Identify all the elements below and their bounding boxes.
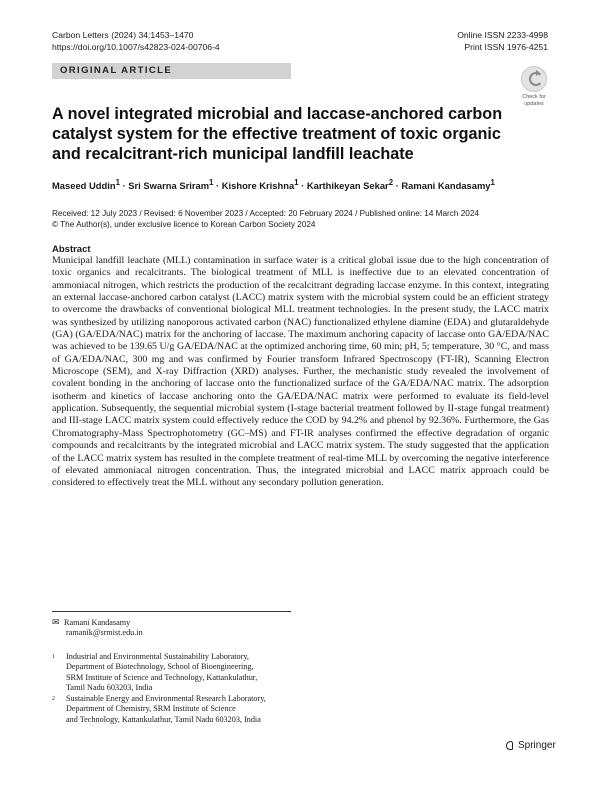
author[interactable]: Maseed Uddin$^1$ [52, 178, 120, 192]
article-type-banner: ORIGINAL ARTICLE [52, 63, 291, 79]
publisher-name: Springer [518, 740, 556, 751]
publisher-logo [505, 740, 556, 751]
author[interactable]: Kishore Krishna$^1$ [221, 178, 299, 192]
author-separator: · [213, 180, 222, 192]
corresponding-author-name: Ramani Kandasamy [64, 618, 131, 627]
journal-citation: Carbon Letters (2024) 34:1453–1470 [52, 30, 194, 40]
article-history [52, 208, 479, 230]
springer-horse-logo-icon [505, 740, 515, 751]
check-for-updates-icon [521, 66, 547, 92]
author-separator: · [298, 180, 307, 192]
author[interactable]: Karthikeyan Sekar$^2$ [306, 178, 394, 192]
affiliation: 2 Sustainable Energy and Environmental Research Laboratory, Department of Chemistry, SRM Institute of Science and Technology, Kattankulathur, Tamil Nadu 603203, India [52, 694, 266, 724]
abstract-heading: Abstract [52, 244, 91, 255]
affiliation: 1 Industrial and Environmental Sustainability Laboratory, Department of Biotechnology, School of Bioengineering, SRM Institute of Science and Technology, Kattankulathur, Tamil Nadu 603203, India [52, 652, 258, 693]
corresponding-author [52, 617, 312, 639]
author[interactable]: Ramani Kandasamy$^1$ [401, 178, 495, 192]
journal-header-left [52, 30, 220, 53]
abstract-text: Municipal landfill leachate (MLL) contamination in surface water is a critical global issue due to the high concentration of toxic organics and recalcitrants. The biological treatment of MLL is ineffective due to an elevated concentration of ammoniacal nitrogen, which restricts the production of the recalcitrant degrading laccase enzyme. In this context, integrating an external laccase-anchored carbon catalyst (LACC) matrix system with the microbial system could be an efficient strategy to overcome the drawbacks of conventional biological MLL treatment technologies. In the present study, the LACC matrix was synthesized by utilizing nanoporous activated carbon (NAC) functionalized ethylene diamine (EDA) and glutaraldehyde (GA) (GA/EDA/NAC) matrix for the anchoring of laccase. The maximum anchoring capacity of laccase onto GA/EDA/NAC was achieved to be 139.65 U/g GA/EDA/NAC at the optimized anchoring time, 60 min; pH, 5; temperature, 30 °C, and mass of GA/EDA/NAC, 300 mg and was confirmed by Fourier transform Infrared Spectroscopy (FT-IR), Scanning Electron Microscope (SEM), and X-ray Diffraction (XRD) analyses. Further, the mechanistic study revealed the involvement of covalent bonding in the anchoring of laccase onto the functionalized surface of the GA/EDA/NAC matrix. The adsorption isotherm and kinetics of laccase anchoring onto the GA/EDA/NAC matrix were performed to evaluate its field-level application. Subsequently, the sequential microbial system (I-stage bacterial treatment followed by II-stage fungal treatment) and III-stage LACC matrix system could effectively reduce the COD by 94.2% and phenol by 92.36%. Furthermore, the Gas Chromatography-Mass Spectrophotometry (GC–MS) and FT-IR analyses confirmed the effective degradation of organic compounds and recalcitrants by the integrated microbial and LACC matrix system. The study suggested that the application of the LACC matrix system has resulted in the complete treatment of real-time MLL by overcoming the negative interference of elevated ammoniacal nitrogen concentration. Thus, the integrated microbial and LACC matrix approach could be considered to effectively treat the MLL without any secondary pollution generation. [52, 255, 549, 489]
author-separator: · [119, 180, 129, 192]
doi-link[interactable]: https://doi.org/10.1007/s42823-024-00706-4 [52, 41, 220, 52]
author[interactable]: Sri Swarna Sriram$^1$ [128, 178, 214, 192]
affiliation-number: 2 [52, 696, 55, 702]
check-for-updates-badge[interactable] [517, 66, 551, 107]
print-issn: Print ISSN 1976-4251 [464, 41, 548, 52]
history-dates: Received: 12 July 2023 / Revised: 6 November 2023 / Accepted: 20 February 2024 / Published online: 14 March 2024 [52, 209, 479, 218]
article-title: A novel integrated microbial and laccase-anchored carbon catalyst system for the effective treatment of toxic organic and recalcitrant-rich municipal landfill leachate [52, 105, 503, 163]
check-for-updates-label: Check for updates [522, 94, 546, 107]
author-separator: · [393, 180, 402, 192]
corresponding-author-email[interactable]: ramanik@srmist.edu.in [66, 628, 143, 638]
copyright-line: © The Author(s), under exclusive licence to Korean Carbon Society 2024 [52, 220, 316, 229]
footnote-divider [52, 611, 291, 612]
envelope-icon: ✉ [52, 617, 60, 627]
journal-header-right [457, 30, 548, 53]
author-list [52, 177, 495, 192]
affiliation-number: 1 [52, 654, 55, 660]
online-issn: Online ISSN 2233-4998 [457, 30, 548, 40]
